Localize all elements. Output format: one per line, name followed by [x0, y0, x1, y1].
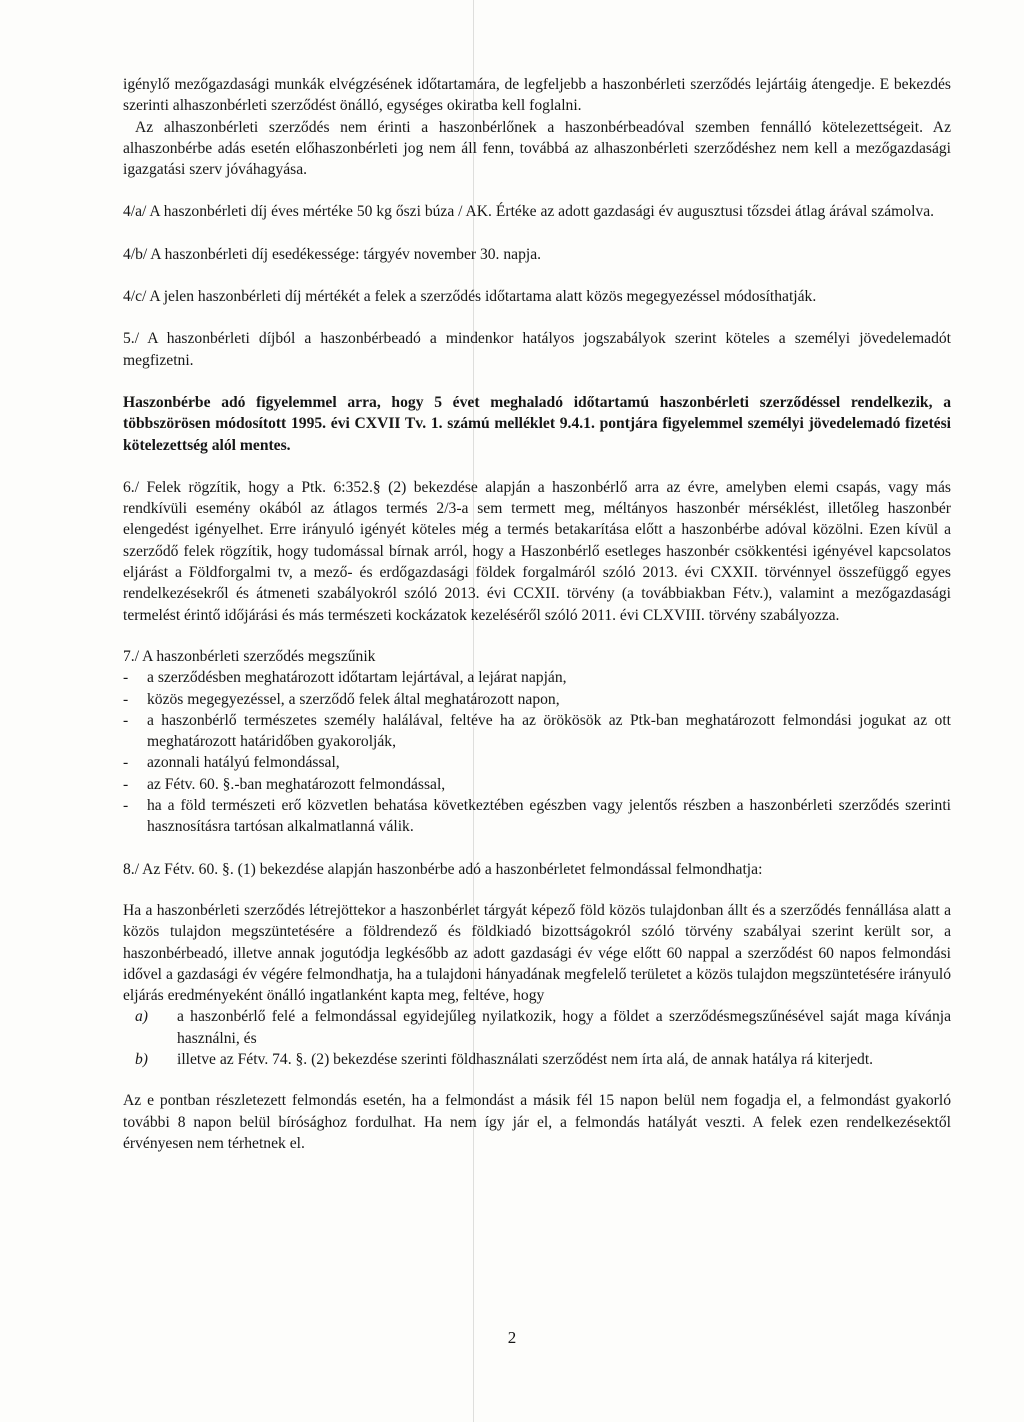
paragraph-5-income-tax: 5./ A haszonbérleti díjból a haszonbérbeadó a mindenkor hatályos jogszabályok szerint köteles a személyi jövedelemadót megfizetni. [123, 330, 951, 369]
condition-text: illetve az Fétv. 74. §. (2) bekezdése szerinti földhasználati szerződést nem írta alá, de annak hatálya rá kiterjedt. [177, 1050, 874, 1068]
paragraph-sublease: igénylő mezőgazdasági munkák elvégzésének időtartamára, de legfeljebb a haszonbérleti szerződés lejártáig átengedje. E bekezdés szerinti alhaszonbérleti szerződést önálló, egységes okiratba kell foglalni. [123, 76, 951, 115]
paragraph-6-rent-reduction: 6./ Felek rögzítik, hogy a Ptk. 6:352.§ (2) bekezdése alapján a haszonbérlő arra az évre, amelyben elemi csapás, vagy más rendkívüli esemény okából az átlagos termés 2/3-a sem termett meg, méltányos haszonbér mérséklést, illetőleg haszonbér elengedést igényelhet. Erre irányuló igényét köteles még a termés betakarítása előtt a haszonbérbe adóval közölni. Ezen kívül a szerződő felek rögzítik, hogy tudomással bírnak arról, hogy a Haszonbérlő esetleges haszonbér csökkentési igényével kapcsolatos eljárást a Földforgalmi tv, a mező- és erdőgazdasági földek forgalmáról szóló 2013. évi CXXII. törvénnyel összefüggő egyes rendelkezésekről és átmeneti szabályokról szóló 2013. évi CCXII. törvény (a továbbiakban Fétv.), valamint a mezőgazdasági termelést érintő időjárási és más természeti kockázatok kezeléséről szóló 2011. évi CLXVIII. törvény szabályozza. [123, 478, 951, 624]
list-item: - az Fétv. 60. §.-ban meghatározott felmondással, [123, 774, 951, 795]
condition-letter: b) [135, 1050, 148, 1068]
document-page [123, 74, 951, 1154]
paragraph-4b-rent-due: 4/b/ A haszonbérleti díj esedékessége: tárgyév november 30. napja. [123, 245, 542, 263]
condition-letter: a) [135, 1008, 148, 1026]
condition-a [123, 1006, 951, 1049]
list-item: - közös megegyezéssel, a szerződő felek által meghatározott napon, [123, 689, 951, 710]
condition-b [123, 1049, 951, 1070]
paragraph-8-heading: 8./ Az Fétv. 60. §. (1) bekezdése alapján haszonbérbe adó a haszonbérletet felmondással felmondhatja: [123, 860, 763, 878]
paragraph-final-termination-notice: Az e pontban részletezett felmondás esetén, ha a felmondást a másik fél 15 napon belül nem fogadja el, a felmondást gyakorló további 8 napon belül bírósághoz fordulhat. Ha nem így jár el, a felmondás hatályát veszti. A felek ezen rendelkezésektől érvényesen nem térhetnek el. [123, 1092, 951, 1152]
page-number: 2 [507, 1328, 517, 1347]
paragraph-7-heading: 7./ A haszonbérleti szerződés megszűnik [123, 647, 376, 665]
paragraph-8-body: Ha a haszonbérleti szerződés létrejöttekor a haszonbérlet tárgyát képező föld közös tulajdonban állt és a szerződés fennállása alatt a közös tulajdon megszüntetésére a földrendező és földkiadó bizottságokról szóló törvény szabályai szerint került sor, a haszonbérbeadó, illetve annak jogutódja legkésőbb az adott gazdasági év vége előtt 60 nappal a szerződést 60 napos felmondási idővel a gazdasági év végére felmondhatja, ha a tulajdoni hányadának megfelelő területet a közös tulajdon megszüntetésére irányuló eljárás eredményeként önálló ingatlanként kapta meg, feltéve, hogy [123, 901, 951, 1005]
termination-list [123, 667, 951, 837]
paragraph-tax-exemption: Haszonbérbe adó figyelemmel arra, hogy 5 évet meghaladó időtartamú haszonbérleti szerződéssel rendelkezik, a többszörösen módosított 1995. évi CXVII Tv. 1. számú melléklet 9.4.1. pontjára figyelemmel személyi jövedelemadó fizetési kötelezettség alól mentes. [123, 393, 951, 454]
list-item: - a szerződésben meghatározott időtartam lejártával, a lejárat napján, [123, 667, 951, 688]
section-7-termination [123, 646, 951, 838]
condition-text: a haszonbérlő felé a felmondással egyidejűleg nyilatkozik, hogy a földet a szerződésmegszűnésével saját maga kívánja használni, és [177, 1008, 951, 1047]
paragraph-4c-rent-modification: 4/c/ A jelen haszonbérleti díj mértékét a felek a szerződés időtartama alatt közös megegyezéssel módosíthatják. [123, 288, 817, 306]
paragraph-4a-rent-amount: 4/a/ A haszonbérleti díj éves mértéke 50 kg őszi búza / AK. Értéke az adott gazdasági év augusztusi tőzsdei átlag árával számolva. [123, 203, 935, 221]
list-item: - ha a föld természeti erő közvetlen behatása következtében egészben vagy jelentős részben a haszonbérleti szerződés szerinti hasznosításra tartósan alkalmatlanná válik. [123, 795, 951, 838]
list-item: - a haszonbérlő természetes személy halálával, feltéve ha az örökösök az Ptk-ban meghatározott felmondási jogukat az ott meghatározott határidőben gyakorolják, [123, 710, 951, 753]
list-item: - azonnali hatályú felmondással, [123, 752, 951, 773]
paragraph-sublease-obligations: Az alhaszonbérleti szerződés nem érinti a haszonbérlőnek a haszonbérbeadóval szemben fennálló kötelezettségeit. Az alhaszonbérbe adás esetén előhaszonbérleti jog nem áll fenn, továbbá az alhaszonbérleti szerződéshez nem kell a mezőgazdasági igazgatási szerv jóváhagyása. [123, 118, 951, 179]
